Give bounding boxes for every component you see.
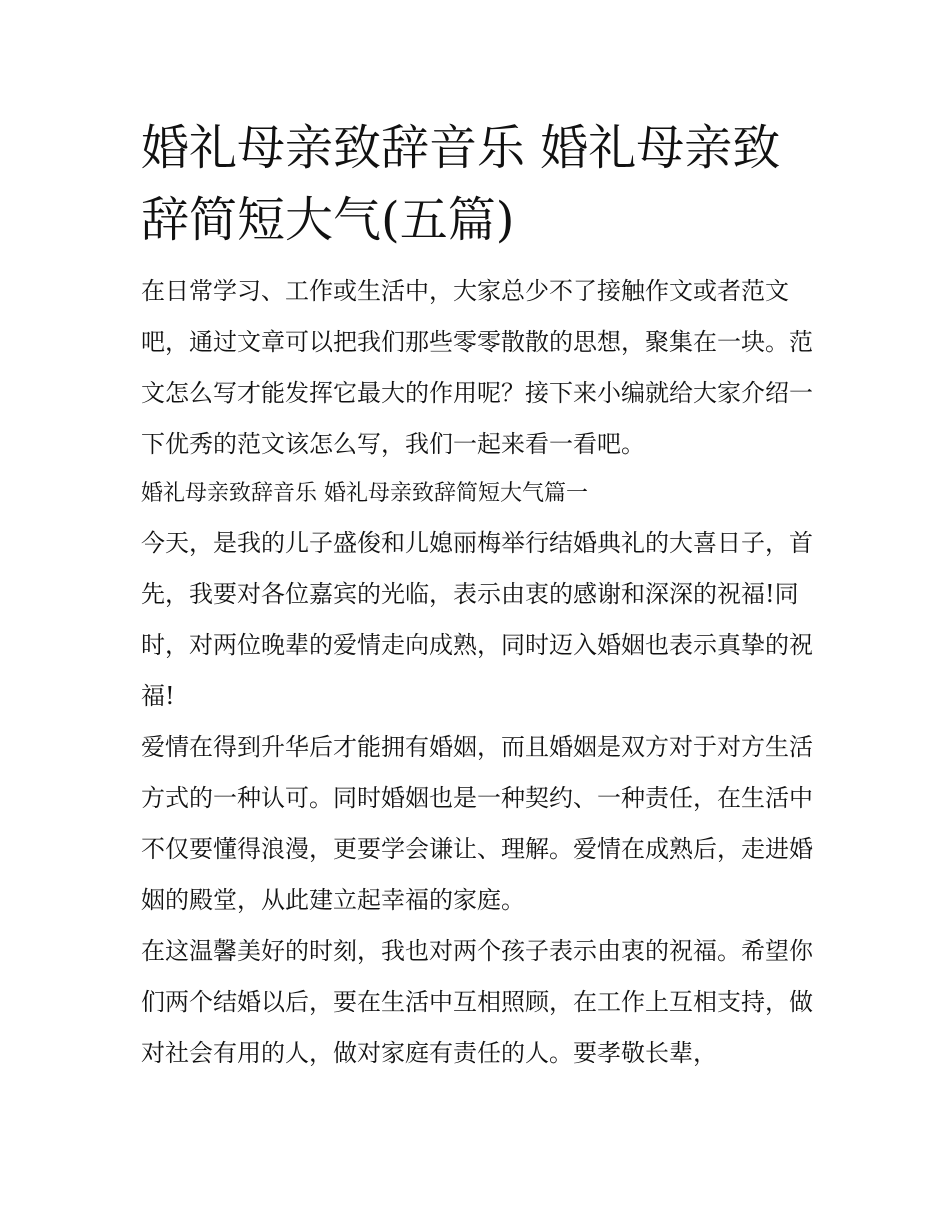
document-title: 婚礼母亲致辞音乐 婚礼母亲致辞简短大气(五篇) [141, 120, 781, 248]
document-body [141, 112, 813, 1079]
intro-paragraph: 在日常学习、工作或生活中，大家总少不了接触作文或者范文吧，通过文章可以把我们那些零零散散的思想，聚集在一块。范文怎么写才能发挥它最大的作用呢？接下来小编就给大家介绍一下优秀的范文该怎么写，我们一起来看一看吧。 [141, 277, 813, 458]
body-paragraph: 爱情在得到升华后才能拥有婚姻，而且婚姻是双方对于对方生活方式的一种认可。同时婚姻也是一种契约、一种责任，在生活中不仅要懂得浪漫，更要学会谦让、理解。爱情在成熟后，走进婚姻的殿堂，从此建立起幸福的家庭。 [141, 733, 813, 914]
body-paragraph: 今天，是我的儿子盛俊和儿媳丽梅举行结婚典礼的大喜日子，首先，我要对各位嘉宾的光临，表示由衷的感谢和深深的祝福!同时，对两位晚辈的爱情走向成熟，同时迈入婚姻也表示真挚的祝福! [141, 529, 813, 710]
body-paragraph: 在这温馨美好的时刻，我也对两个孩子表示由衷的祝福。希望你们两个结婚以后，要在生活中互相照顾，在工作上互相支持，做对社会有用的人，做对家庭有责任的人。要孝敬长辈， [141, 937, 813, 1067]
section-heading: 婚礼母亲致辞音乐 婚礼母亲致辞简短大气篇一 [141, 481, 588, 506]
